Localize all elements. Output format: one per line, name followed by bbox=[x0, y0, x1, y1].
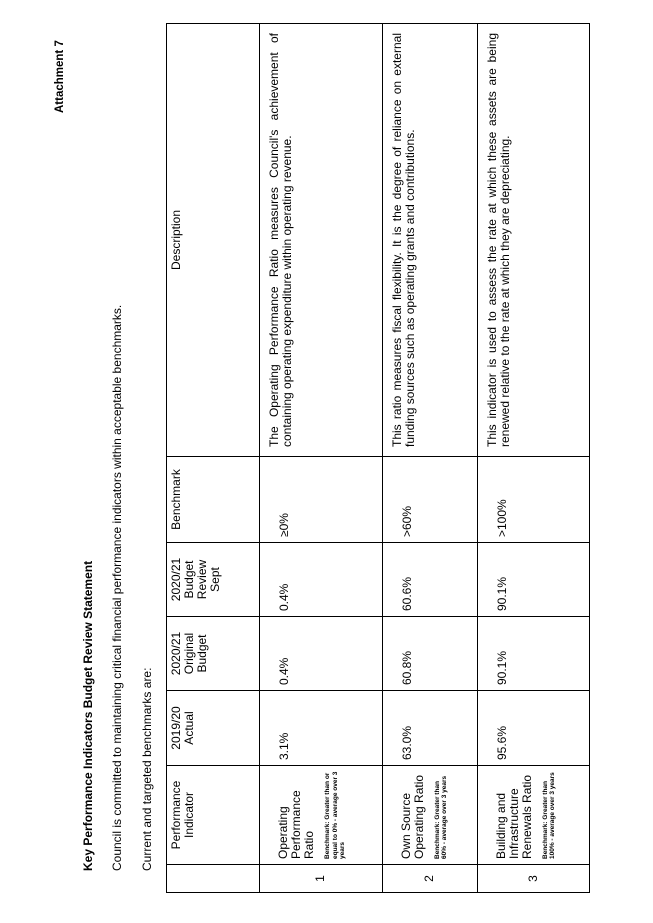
page-title: Key Performance Indicators Budget Review Statement bbox=[81, 560, 95, 871]
original-budget-value: 60.8% bbox=[382, 617, 477, 691]
header-original-budget: 2020/21 Original Budget bbox=[167, 617, 260, 691]
indicator-cell bbox=[382, 766, 477, 865]
benchmark-value: ≥0% bbox=[260, 457, 383, 543]
original-budget-value: 0.4% bbox=[260, 617, 383, 691]
table-row bbox=[477, 24, 590, 893]
actual-value: 95.6% bbox=[477, 691, 590, 766]
row-number: 1 bbox=[260, 865, 383, 893]
budget-review-value: 0.4% bbox=[260, 543, 383, 617]
current-benchmarks-text: Current and targeted benchmarks are: bbox=[140, 667, 154, 871]
row-number: 3 bbox=[477, 865, 590, 893]
indicator-cell bbox=[260, 766, 383, 865]
header-indicator: Performance Indicator bbox=[167, 766, 260, 865]
row-number: 2 bbox=[382, 865, 477, 893]
budget-review-value: 90.1% bbox=[477, 543, 590, 617]
benchmark-note: Benchmark: Greater than 60% - average over 3 years bbox=[433, 775, 449, 859]
benchmark-value: >100% bbox=[477, 457, 590, 543]
actual-value: 3.1% bbox=[260, 691, 383, 766]
indicator-cell bbox=[477, 766, 590, 865]
header-budget-review: 2020/21 Budget Review Sept bbox=[167, 543, 260, 617]
indicator-name: Operating Performance Ratio bbox=[276, 790, 316, 859]
indicator-name: Building and Infrastructure Renewals Ratio bbox=[493, 774, 534, 859]
table-row bbox=[260, 24, 383, 893]
description-text: The Operating Performance Ratio measures Council's achievement of containing operating expenditure within operating revenue. bbox=[260, 24, 383, 457]
indicator-name: Own Source Operating Ratio bbox=[398, 774, 426, 859]
description-text: This ratio measures fiscal flexibility. It is the degree of reliance on external funding sources such as operating grants and contributions. bbox=[382, 24, 477, 457]
header-description: Description bbox=[167, 24, 260, 457]
header-number bbox=[167, 865, 260, 893]
attachment-label: Attachment 7 bbox=[54, 40, 66, 113]
kpi-table bbox=[166, 23, 590, 893]
header-actual: 2019/20 Actual bbox=[167, 691, 260, 766]
table-row bbox=[382, 24, 477, 893]
benchmark-note: Benchmark: Greater than or equal to 0% - average over 3 years bbox=[324, 771, 346, 859]
budget-review-value: 60.6% bbox=[382, 543, 477, 617]
actual-value: 63.0% bbox=[382, 691, 477, 766]
original-budget-value: 90.1% bbox=[477, 617, 590, 691]
description-text: This indicator is used to assess the rate at which these assets are being renewed relative to the rate at which they are depreciating. bbox=[477, 24, 590, 457]
intro-text: Council is committed to maintaining critical financial performance indicators within acceptable benchmarks. bbox=[110, 304, 124, 871]
header-benchmark: Benchmark bbox=[167, 457, 260, 543]
benchmark-note: Benchmark: Greater than 100% - average over 3 years bbox=[541, 772, 556, 859]
benchmark-value: >60% bbox=[382, 457, 477, 543]
table-header-row bbox=[167, 24, 260, 893]
